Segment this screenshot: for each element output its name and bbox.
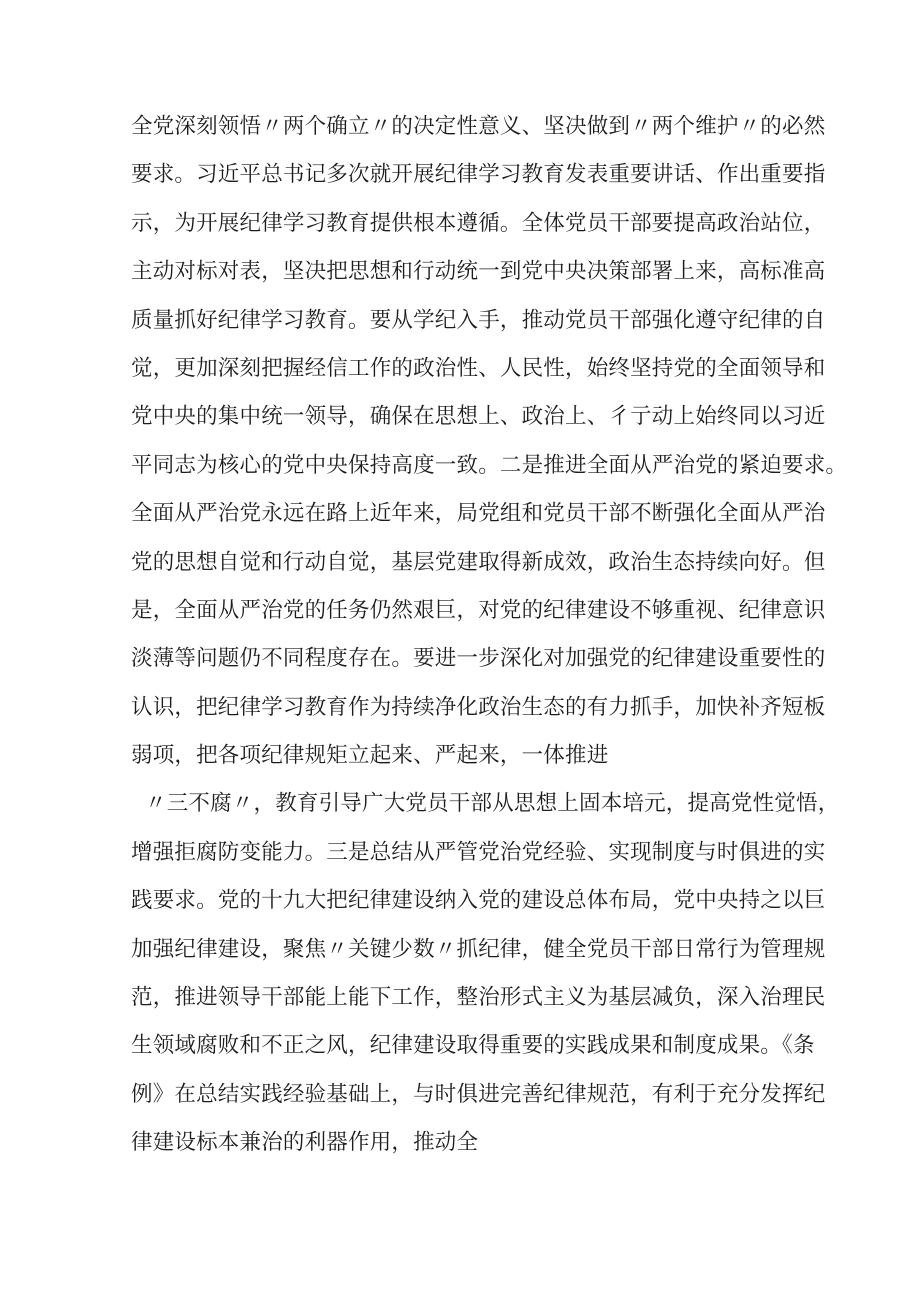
text-line: 党的思想自觉和行动自觉，基层党建取得新成效，政治生态持续向好。但 bbox=[131, 549, 826, 575]
text-line: 律建设标本兼治的利器作用，推动全 bbox=[131, 1130, 479, 1156]
text-line: 增强拒腐防变能力。三是总结从严管党治党经验、实现制度与时俱进的实 bbox=[131, 839, 826, 865]
text-line: 是，全面从严治党的任务仍然艰巨，对党的纪律建设不够重视、纪律意识 bbox=[131, 597, 826, 623]
text-line: 全面从严治党永远在路上近年来，局党组和党员干部不断强化全面从严治 bbox=[131, 501, 826, 527]
text-line: 党中央的集中统一领导，确保在思想上、政治上、彳亍动上始终同以习近 bbox=[131, 404, 826, 430]
text-line: 觉，更加深刻把握经信工作的政治性、人民性，始终坚持党的全面领导和 bbox=[131, 355, 826, 381]
text-line: 生领域腐败和不正之风，纪律建设取得重要的实践成果和制度成果。《条 bbox=[131, 1033, 815, 1059]
text-line: 质量抓好纪律学习教育。要从学纪入手，推动党员干部强化遵守纪律的自 bbox=[131, 307, 826, 333]
text-line: 要求。习近平总书记多次就开展纪律学习教育发表重要讲话、作出重要指 bbox=[131, 162, 826, 188]
text-line: 认识，把纪律学习教育作为持续净化政治生态的有力抓手，加快补齐短板 bbox=[131, 694, 826, 720]
text-line: 示，为开展纪律学习教育提供根本遵循。全体党员干部要提高政治站位， bbox=[131, 210, 826, 236]
text-line: 范，推进领导干部能上能下工作，整治形式主义为基层减负，深入治理民 bbox=[131, 985, 826, 1011]
text-line: 〃三不腐〃，教育引导广大党员干部从思想上固本培元，提高党性觉悟， bbox=[145, 791, 840, 817]
document-body bbox=[131, 103, 848, 1168]
text-line: 例》在总结实践经验基础上，与时俱进完善纪律规范，有利于充分发挥纪 bbox=[131, 1081, 826, 1107]
text-line: 弱项，把各项纪律规矩立起来、严起来，一体推进 bbox=[131, 743, 609, 769]
text-line: 淡薄等问题仍不同程度存在。要进一步深化对加强党的纪律建设重要性的 bbox=[131, 646, 826, 672]
text-line: 平同志为核心的党中央保持高度一致。二是推进全面从严治党的紧迫要求。 bbox=[131, 452, 848, 478]
text-line: 主动对标对表，坚决把思想和行动统一到党中央决策部署上来，高标准高 bbox=[131, 259, 826, 285]
text-line: 全党深刻领悟〃两个确立〃的决定性意义、坚决做到〃两个维护〃的必然 bbox=[131, 114, 826, 139]
text-line: 加强纪律建设，聚焦〃关键少数〃抓纪律，健全党员干部日常行为管理规 bbox=[131, 936, 826, 962]
text-line: 践要求。党的十九大把纪律建设纳入党的建设总体布局，党中央持之以巨 bbox=[131, 888, 826, 914]
